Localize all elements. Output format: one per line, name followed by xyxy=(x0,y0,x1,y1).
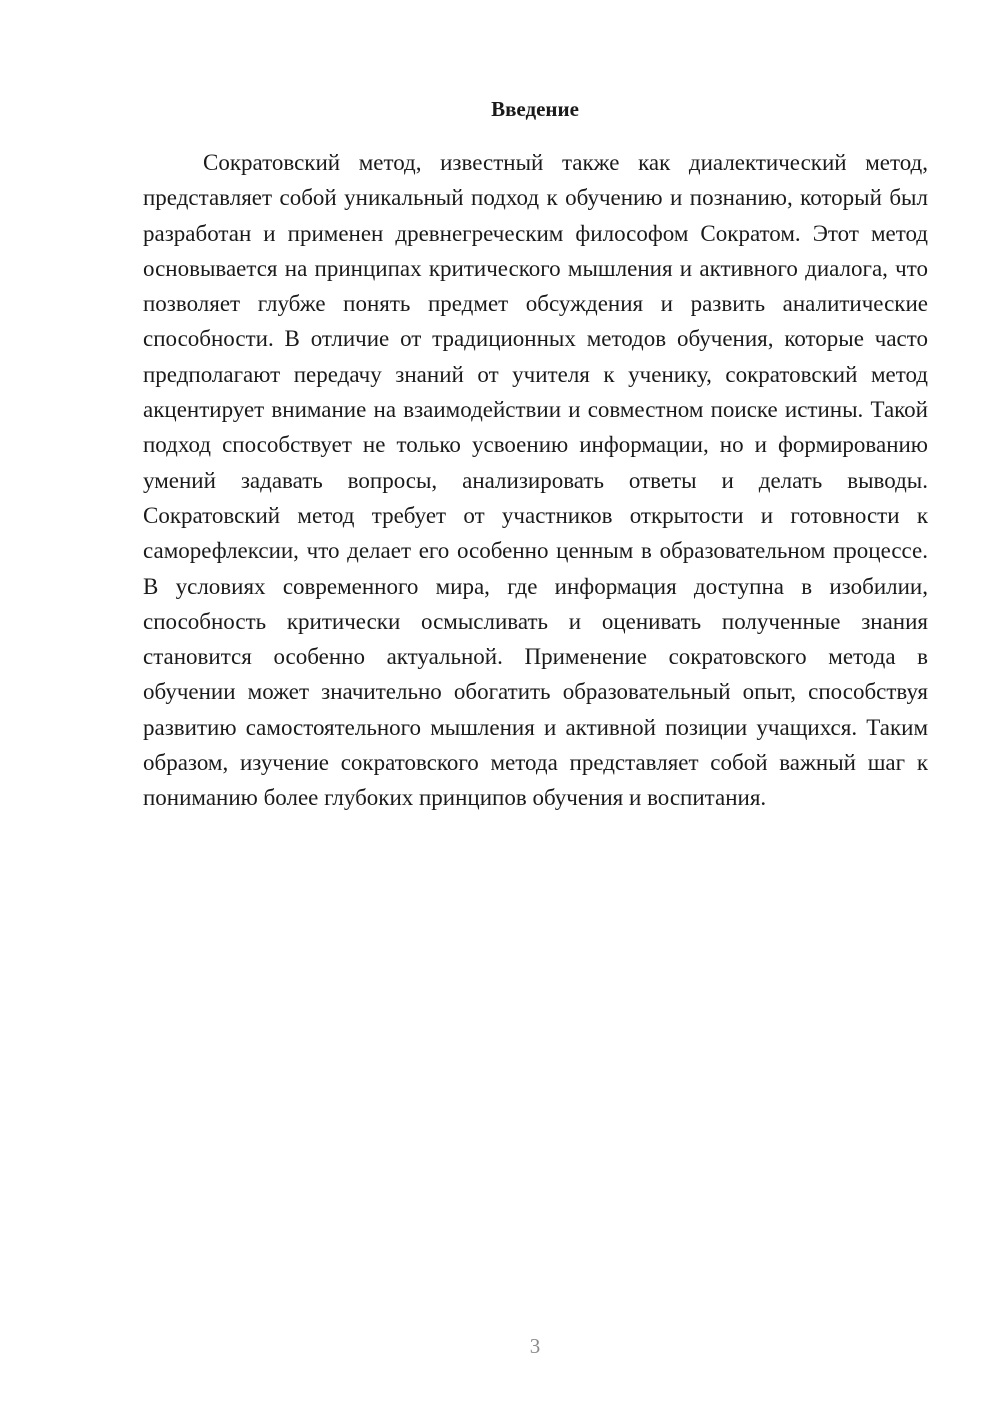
section-heading: Введение xyxy=(491,97,579,121)
body-paragraph: Сократовский метод, известный также как диалектический метод, представляет собой уникальный подход к обучению и познанию, который был разработан и применен древнегреческим философом Сократом. Этот метод основывается на принципах критического мышления и активного диалога, что позволяет глубже понять предмет обсуждения и развить аналитические способности. В отличие от традиционных методов обучения, которые часто предполагают передачу знаний от учителя к ученику, сократовский метод акцентирует внимание на взаимодействии и совместном поиске истины. Такой подход способствует не только усвоению информации, но и формированию умений задавать вопросы, анализировать ответы и делать выводы. Сократовский метод требует от участников открытости и готовности к саморефлексии, что делает его особенно ценным в образовательном процессе. В условиях современного мира, где информация доступна в изобилии, способность критически осмысливать и оценивать полученные знания становится особенно актуальной. Применение сократовского метода в обучении может значительно обогатить образовательный опыт, способствуя развитию самостоятельного мышления и активной позиции учащихся. Таким образом, изучение сократовского метода представляет собой важный шаг к пониманию более глубоких принципов обучения и воспитания. xyxy=(143,150,928,811)
page-number: 3 xyxy=(529,1334,541,1358)
